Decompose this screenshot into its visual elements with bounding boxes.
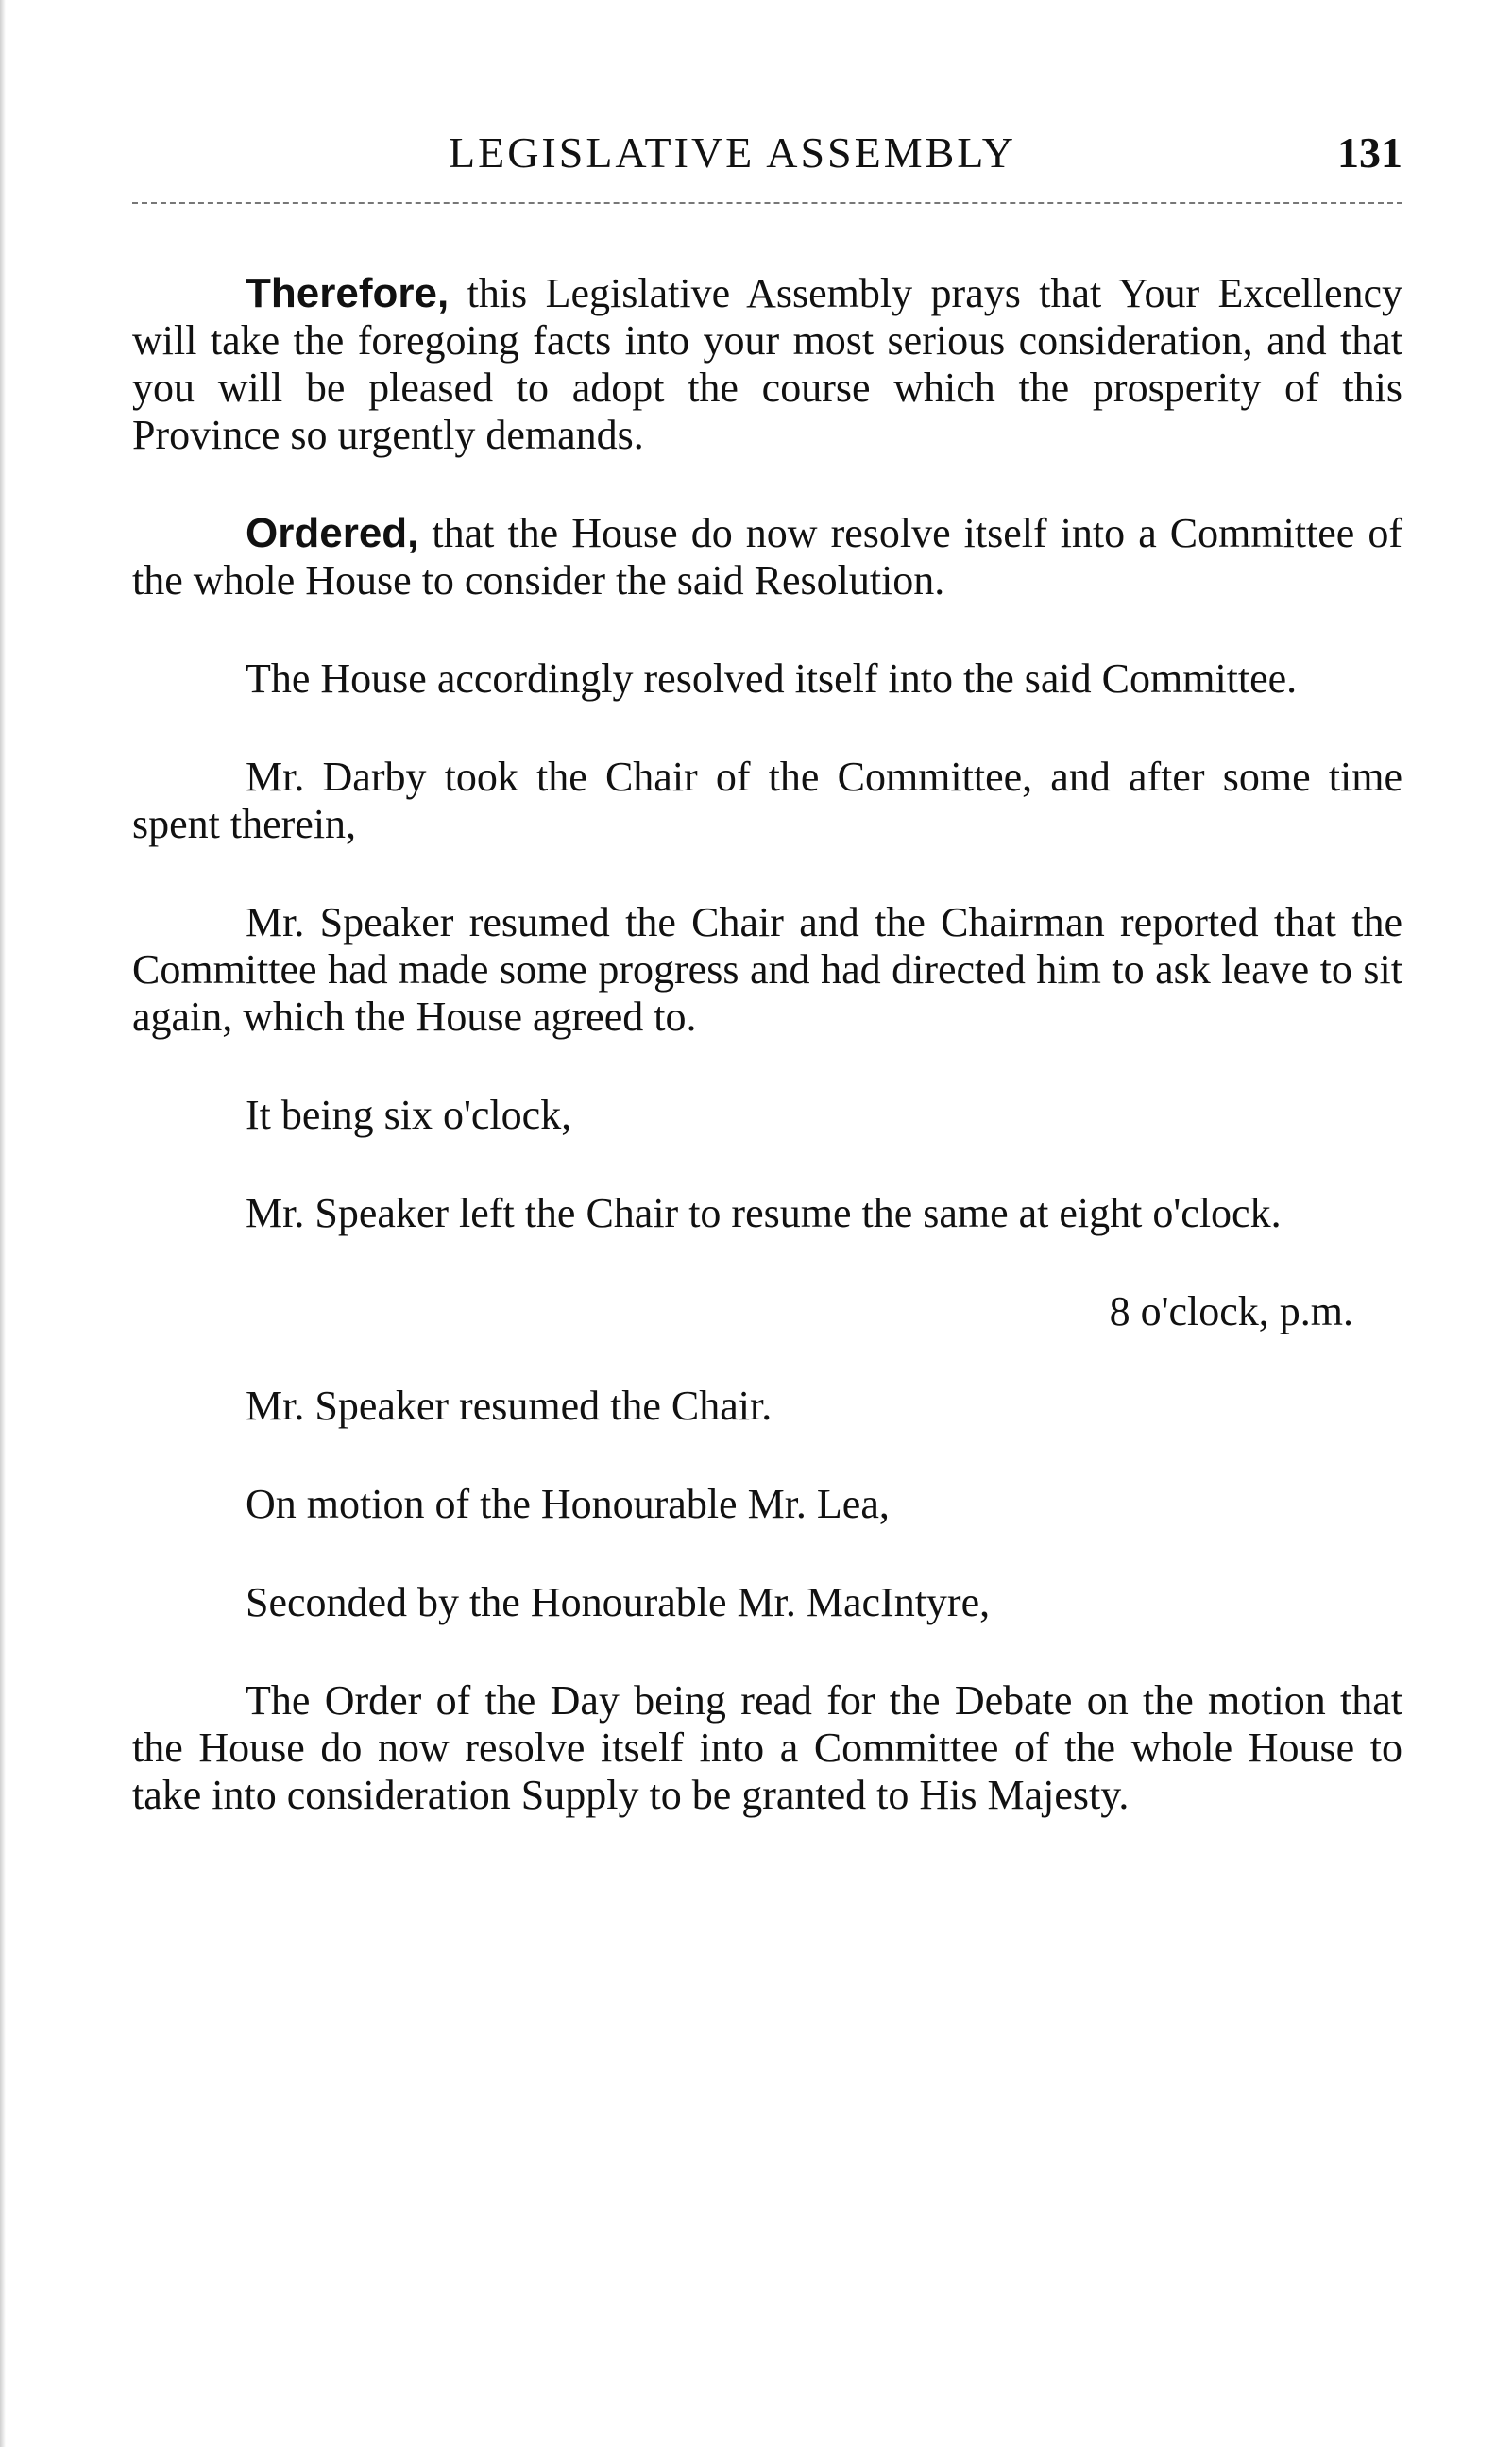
paragraph-speaker-resumed-report: Mr. Speaker resumed the Chair and the Chairman reported that the Committee had made some progress and had directed him to ask leave to sit again, which the House agreed to.: [132, 899, 1402, 1040]
paragraph-order-of-day: The Order of the Day being read for the Debate on the motion that the House do now resolve itself into a Committee of the whole House to take into consideration Supply to be granted to His Majesty.: [132, 1677, 1402, 1818]
running-head: [132, 125, 1402, 181]
running-title: LEGISLATIVE ASSEMBLY: [449, 128, 1017, 177]
paragraph-darby-chair: Mr. Darby took the Chair of the Committee, and after some time spent therein,: [132, 754, 1402, 847]
paragraph-speaker-left: Mr. Speaker left the Chair to resume the same at eight o'clock.: [246, 1190, 1282, 1236]
paragraph-lead-word: Therefore,: [246, 270, 450, 316]
paragraph-committee-resolved: The House accordingly resolved itself into the said Committee.: [246, 655, 1298, 702]
header-rule: [132, 202, 1402, 204]
paragraph-ordered: [132, 510, 1402, 604]
page-number: 131: [1337, 128, 1402, 177]
paragraph-seconded: Seconded by the Honourable Mr. MacIntyre,: [246, 1579, 991, 1625]
paragraph-speaker-resumed: Mr. Speaker resumed the Chair.: [246, 1383, 773, 1429]
paragraph-motion: On motion of the Honourable Mr. Lea,: [246, 1481, 890, 1527]
paragraph-text: that the House do now resolve itself into a Committee of the whole House to consider the said Resolution.: [132, 510, 1402, 603]
paragraph-therefore: [132, 270, 1402, 459]
paragraph-text: this Legislative Assembly prays that Your Excellency will take the foregoing facts into your most serious consideration, and that you will be pleased to adopt the course which the prosperity of this Province so urgently demands.: [132, 270, 1402, 458]
page-edge-shadow: [0, 0, 6, 2447]
page-body: [132, 270, 1402, 1870]
paragraph-lead-word: Ordered,: [246, 510, 419, 556]
paragraph-six-oclock: It being six o'clock,: [246, 1092, 572, 1138]
time-marker: 8 o'clock, p.m.: [1109, 1288, 1353, 1334]
